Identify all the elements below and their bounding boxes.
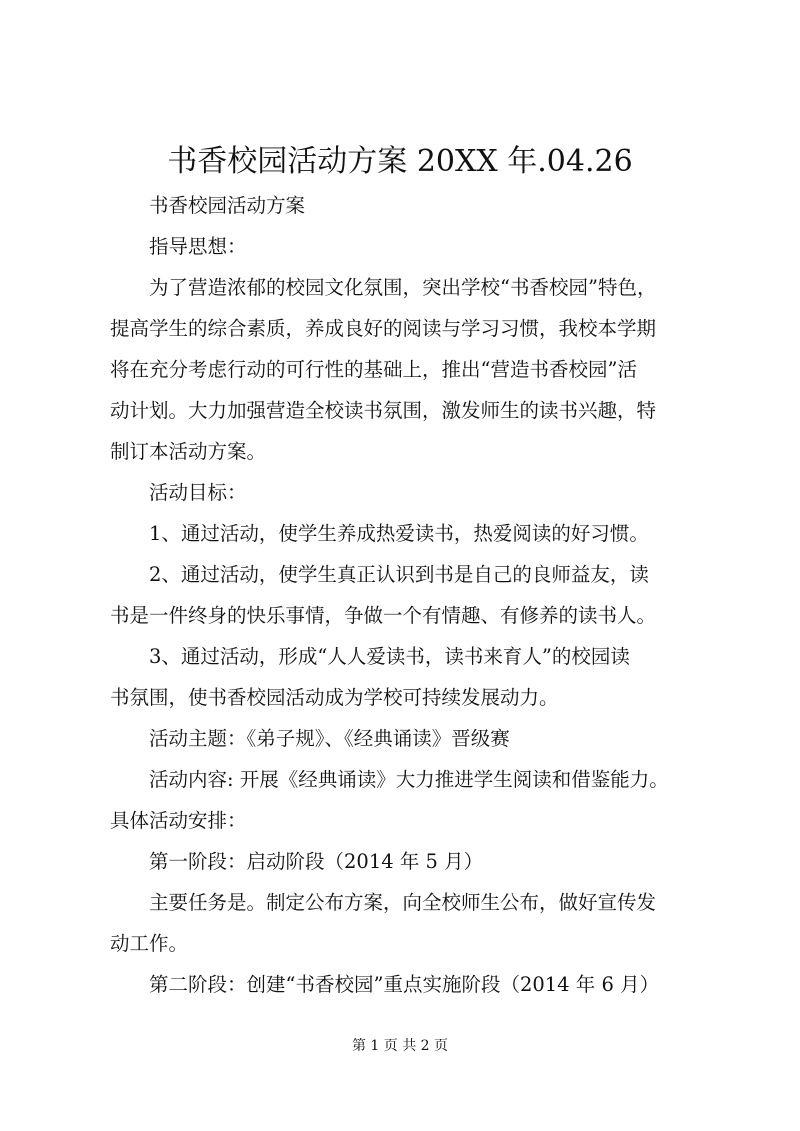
page-footer: 第 1 页 共 2 页: [351, 1038, 449, 1054]
doc-line-9: 1、通过活动，使学生养成热爱读书，热爱阅读的好习惯。: [149, 522, 649, 545]
doc-line-5: 将在充分考虑行动的可行性的基础上，推出“营造书香校园”活: [110, 358, 637, 381]
doc-line-3: 为了营造浓郁的校园文化氛围，突出学校“书香校园”特色，: [149, 276, 657, 299]
doc-line-14: 活动主题：《弟子规》、《经典诵读》晋级赛: [149, 727, 510, 750]
doc-line-18: 主要任务是。制定公布方案，向全校师生公布，做好宣传发: [149, 891, 657, 914]
doc-line-20: 第二阶段：创建“书香校园”重点实施阶段（2014 年 6 月）: [149, 973, 660, 996]
doc-line-2: 指导思想：: [149, 235, 247, 258]
document-body: [110, 185, 730, 1005]
doc-line-6: 动计划。大力加强营造全校读书氛围，激发师生的读书兴趣，特: [110, 399, 657, 422]
doc-line-12: 3、通过活动，形成“人人爱读书，读书来育人”的校园读: [149, 645, 630, 668]
doc-line-19: 动工作。: [110, 932, 189, 955]
doc-line-11: 书是一件终身的快乐事情，争做一个有情趣、有修养的读书人。: [110, 604, 657, 627]
document-title: 书香校园活动方案 20XX 年.04.26: [167, 144, 633, 179]
doc-line-4: 提高学生的综合素质，养成良好的阅读与学习习惯，我校本学期: [110, 317, 657, 340]
doc-line-17: 第一阶段：启动阶段（2014 年 5 月）: [149, 850, 484, 873]
doc-line-7: 制订本活动方案。: [110, 440, 267, 463]
doc-line-8: 活动目标：: [149, 481, 247, 504]
doc-line-15: 活动内容: 开展《经典诵读》大力推进学生阅读和借鉴能力。: [149, 768, 669, 791]
doc-line-10: 2、通过活动，使学生真正认识到书是自己的良师益友，读: [149, 563, 649, 586]
doc-line-13: 书氛围，使书香校园活动成为学校可持续发展动力。: [110, 686, 559, 709]
doc-line-16: 具体活动安排：: [110, 809, 247, 832]
doc-line-1: 书香校园活动方案: [149, 194, 306, 217]
